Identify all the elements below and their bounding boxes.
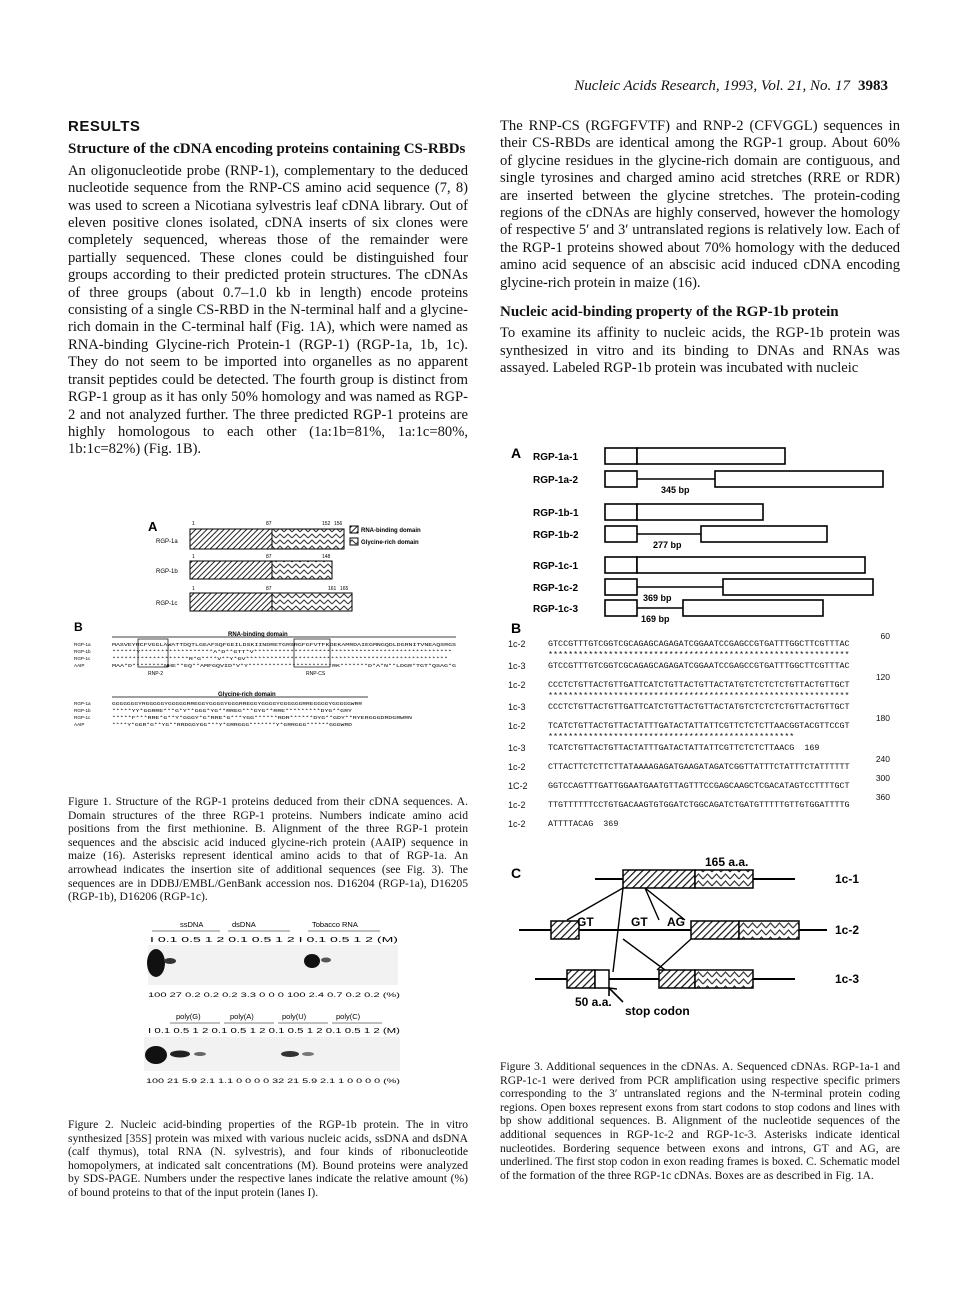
seq-row: 1c-2 CTTACTTCTCTTCTTATAAAAGAGATGAAGATAGATCGGTTATTTCTATTTCTATTTTTT 240 [508,754,890,772]
alignment-top [74,642,456,669]
paragraph: An oligonucleotide probe (RNP-1), complementary to the deduced nucleotide sequence from the RNP-CS amino acid sequence (7, 8) was used to screen a Nicotiana sylvestris leaf cDNA library. Out of eleven positive clones isolated, cDNA inserts of six clones were completely sequenced, whereas those of the remainder were partially sequenced. These clones could be distinguished four groups according to their predicted protein structures. The cDNAs of three groups (about 0.7–1.0 kb in length) encode proteins consisting of a single CS-RBD in the N-terminal half and a glycine-rich domain in the C-terminal half (Fig. 1A), which were named as RNA-binding Glycine-rich Protein-1 (RGP-1) (RGP-1a, 1b, 1c). They do not seem to be imported into organelles as no apparent transit peptides could be detected. The fourth group is distinct from RGP-1 group as it has only 50% homology and was named as RGP-2 and not analyzed further. The three predicted RGP-1 proteins are highly homologous to each other (1a:1b=81%, 1a:1c=80%, 1b:1c=82%) (Fig. 1B). [68,162,468,458]
figure-1 [68,515,468,765]
stop-codon-label: stop codon [625,1004,690,1018]
group-label: poly(G) [176,1012,201,1021]
glycine-rich-domain [272,529,344,549]
seq-row: 1c-2 TCATCTGTTACTGTTACTATTTGATACTATTATTCGTTCTCTCTTAACGGTACGTTCCGT 180 [508,713,890,731]
gel-top [148,945,398,985]
legend-swatch-rna [350,526,358,533]
alignment-bottom [74,701,412,728]
position-number: 148 [322,554,331,560]
position-number: 165 [340,586,349,592]
rnp2-label: RNP-2 [148,671,164,677]
bp-label: 345 bp [661,485,690,495]
figure-2-caption: Figure 2. Nucleic acid-binding properties of the RGP-1b protein. The in vitro synthesized [35S] protein was mixed with various nucleic acids, ssDNA and dsDNA (calf thymus), total RNA (N. sylvestris), and four kinds of ribonucleotide homopolymers, at indicated salt concentrations (M). Bound proteins were analyzed by SDS-PAGE. Numbers under the respective lanes indicate the relative amount (%) of bound proteins to that of the input protein (lanes I). [68,1118,468,1199]
splice-label: GT [631,915,648,929]
splice-label: GT [577,915,594,929]
right-column [500,118,900,384]
seq-label: RGP-1c [74,715,91,720]
domain-header: Glycine-rich domain [218,692,276,698]
row-label: 1c-3 [835,972,860,986]
values-row: 100 27 0.2 0.2 0.2 3.3 0 0 0 100 2.4 0.7 0.2 0.2 (%) [148,992,400,999]
aa-label: 50 a.a. [575,995,612,1009]
seq-label: RGP-1a [74,701,91,706]
figure-3-panel-a [505,440,900,640]
seq-line: MAA*D********NHE**EQ**AMFGQVID*V*Y*********************RK*******D*A*N**LDGR*TGT*QSAG*G [112,664,350,669]
seq-label: RGP-1b [74,649,91,654]
position-number: 1 [192,586,195,592]
protein-label: RGP-1a [156,539,178,545]
bp-label: 169 bp [641,614,670,624]
seq-row: 1c-3 TCATCTGTTACTGTTACTATTTGATACTATTATTCGTTCTCTCTTAACG 169 [508,743,820,753]
paragraph: The RNP-CS (RGFGFVTF) and RNP-2 (CFVGGL) sequences in their CS-RBDs are identical among the RGP-1 group. About 60% of glycine residues in the glycine-rich domain are contiguous, and single tyrosines and charged amino acid stretches (RRE or RDR) are inserted between the glycine stretches. The protein-coding regions of the cDNAs are highly conserved, however the homology of respective 5′ and 3′ untranslated regions is relatively low. Each of the RGP-1 proteins showed about 70% homology with the deduced amino acid sequence of an abscisic acid induced cDNA encoding glycine-rich protein in maize (16). [500,118,900,291]
seq-label: AAIP [74,722,85,727]
seq-label: RGP-1b [74,708,91,713]
glycine-rich-domain [272,561,332,579]
figure-3-panel-c [505,852,900,1027]
clone-label: RGP-1c-1 [533,561,579,572]
values-row: 100 21 5.9 2.1 1.1 0 0 0 0 32 21 5.9 2.1 1 0 0 0 0 (%) [146,1078,400,1085]
seq-line: ******Y******************A*D**GTT*V************************************************* [112,650,344,655]
bp-label: 369 bp [643,593,672,603]
row-label: 1c-1 [835,872,860,886]
group-label: poly(A) [230,1012,254,1021]
seq-label: RGP-1a [74,642,91,647]
seq-row: 1c-2 ATTTTACAG 369 [508,819,619,829]
band [145,1046,167,1064]
position-number: 156 [334,521,343,527]
page-number: 3983 [858,78,888,94]
legend-label: Glycine-rich domain [361,540,419,546]
figure-2 [140,915,410,1090]
clone-label: RGP-1b-1 [533,508,579,519]
seq-line: *****F***RRE*G**Y*GGGY*G*RRE*G***YGG******RDR******DYG**GDY**RYERGGGDRDGRWRN [112,716,322,721]
position-number: 1 [192,554,195,560]
seq-line: *****YY*GGRRE***G*Y**GGG*YG**RREG***GYG**RRE*********DYG**GRY [112,709,281,714]
legend-swatch-gly [350,538,358,545]
running-header [574,78,888,95]
band [147,949,165,977]
glycine-rich-domain [272,593,352,611]
rna-binding-domain [190,593,272,611]
figure-1-caption: Figure 1. Structure of the RGP-1 proteins deduced from their cDNA sequences. A. Domain structures of the three RGP-1 proteins. Numbers indicate amino acid positions from the first methionine. B. Alignment of the three RGP-1 protein sequences and the abscisic acid induced glycine-rich protein (AAIP) sequence in maize (16). Asterisks represent identical amino acids to that of RGP-1a. An arrowhead indicates the insertion site of additional sequences (see Fig. 3). The sequences are in DDBJ/EMBL/GenBank accession nos. D16204 (RGP-1a), D16205 (RGP-1b), D16206 (RGP-1c). [68,795,468,904]
position-number: 87 [266,554,272,560]
group-label: poly(C) [336,1012,361,1021]
seq-row: 1c-3 GTCCGTTTGTCGGTCGCAGAGCAGAGATCGGAATCCGAGCCGTGATTTGGCTTCGTTTAC [508,661,850,671]
group-label: dsDNA [232,920,256,929]
panel-label: A [148,519,158,534]
paragraph: To examine its affinity to nucleic acids, the RGP-1b protein was synthesized in vitro and its binding to DNAs and RNAs was assayed. Labeled RGP-1b protein was incubated with nucleic [500,325,900,377]
subsection-heading: Nucleic acid-binding property of the RGP-1b protein [500,304,839,321]
group-label: poly(U) [282,1012,307,1021]
splice-label: AG [667,915,685,929]
group-label: ssDNA [180,920,204,929]
band [164,958,176,964]
bp-label: 277 bp [653,540,682,550]
seq-row: 1C-2 GGTCCAGTTTGATTGGAATGAATGTTAGTTTCCGAGCAAGCTCGACATAGTCCTTTTGCT 300 [508,773,890,791]
aa-label: 165 a.a. [705,855,749,869]
band [194,1052,206,1056]
clone-label: RGP-1c-3 [533,604,579,615]
band [321,958,331,963]
legend-label: RNA-binding domain [361,528,421,534]
concentration-row: I 0.1 0.5 1 2 0.1 0.5 1 2 0.1 0.5 1 2 0.1 0.5 1 2 (M) [148,1028,400,1035]
group-label: Tobacco RNA [312,920,358,929]
subsection-heading: Structure of the cDNA encoding proteins containing CS-RBDs [68,141,466,158]
rnpcs-label: RNP-CS [306,671,326,677]
position-number: 1 [192,521,195,527]
seq-row: 1c-2 CCCTCTGTTACTGTTGATTCATCTGTTACTGTTACTATGTCTCTCTCTGTTACTGTTGCT 120 [508,672,890,690]
rna-binding-domain [190,529,272,549]
seq-line: GGGGGGGYRGGGGGYGGGGGRREGGYGGGGYGGGRREGGYGGGGYGGGGGGRREGGGGYGGGGGWRR [112,702,297,707]
clone-label: RGP-1a-1 [533,452,579,463]
band [302,1052,314,1056]
seq-label: AAIP [74,663,85,668]
band [170,1051,190,1058]
panel-label: B [511,620,522,636]
seq-row: 1c-2 TTGTTTTTTCCTGTGACAAGTGTGGATCTGGCAGATCTGATGTTTTTGTTGTGGATTTTG 360 [508,792,890,810]
clone-label: RGP-1c-2 [533,583,579,594]
position-number: 87 [266,586,272,592]
band [304,954,320,968]
clone-label: RGP-1b-2 [533,530,579,541]
left-column [68,118,468,465]
position-number: 161 [328,586,337,592]
seq-row: 1c-3 CCCTCTGTTACTGTTGATTCATCTGTTACTGTTACTATGTCTCTCTCTGTTACTGTTGCT [508,702,850,712]
rna-binding-domain [190,561,272,579]
seq-row: ************************************************************ [548,691,850,701]
figure-3-panel-b [508,631,898,831]
seq-line: ****Y*GGR*G**YG**RRDGGYGG***Y*GRRGGG*******Y*GRRGGG******GGGWRD [112,723,286,728]
position-number: 87 [266,521,272,527]
journal-citation: Nucleic Acids Research, 1993, Vol. 21, No. 17 [574,78,850,94]
panel-label: A [511,445,522,461]
panel-label: C [511,865,522,881]
position-number: 152 [322,521,331,527]
band [281,1051,299,1057]
seq-line: MASVEYRCFVGGLAWATTDQTLGEAFSQFGEILDSKIINDRETGRSRGFGFVTFKDEKAMRDAIEGMNGQDLDGRNITVNEAQSRGS [112,643,352,648]
concentration-row: I 0.1 0.5 1 2 0.1 0.5 1 2 I 0.1 0.5 1 2 (M) [150,937,398,944]
clone-label: RGP-1a-2 [533,475,579,486]
figure-3-caption: Figure 3. Additional sequences in the cDNAs. A. Sequenced cDNAs. RGP-1a-1 and RGP-1c-1 were derived from PCR amplification using respective specific primers corresponding to the 3′ untranslated regions and the N-terminal protein coding regions. Open boxes represent exons from start codons to stop codons and lines with bp show additional sequences. B. Alignment of the nucleotide sequences of the additional sequences in RGP-1c-2 and RGP-1c-3. Asterisks indicate identical nucleotides. Bordering sequence between exons and introns, GT and AG, are underlined. The first stop codon in exon reading frames is boxed. C. Schematic model of the formation of the three RGP-1c cDNAs. Boxes are as described in Fig. 1A. [500,1060,900,1182]
panel-label: B [74,620,83,634]
seq-label: RGP-1c [74,656,91,661]
protein-label: RGP-1b [156,569,178,575]
seq-line: *******************R*G****V**Y*GV************************************************** [112,657,341,662]
seq-row: 1c-2 GTCCGTTTGTCGGTCGCAGAGCAGAGATCGGAATCCGAGCCGTGATTTGGCTTCGTTTAC 60 [508,631,890,649]
domain-header: RNA-binding domain [228,632,288,638]
protein-label: RGP-1c [156,601,178,607]
seq-row: ************************************************* [548,732,795,742]
seq-row: ************************************************************ [548,650,850,660]
section-heading: RESULTS [68,118,141,135]
row-label: 1c-2 [835,923,860,937]
